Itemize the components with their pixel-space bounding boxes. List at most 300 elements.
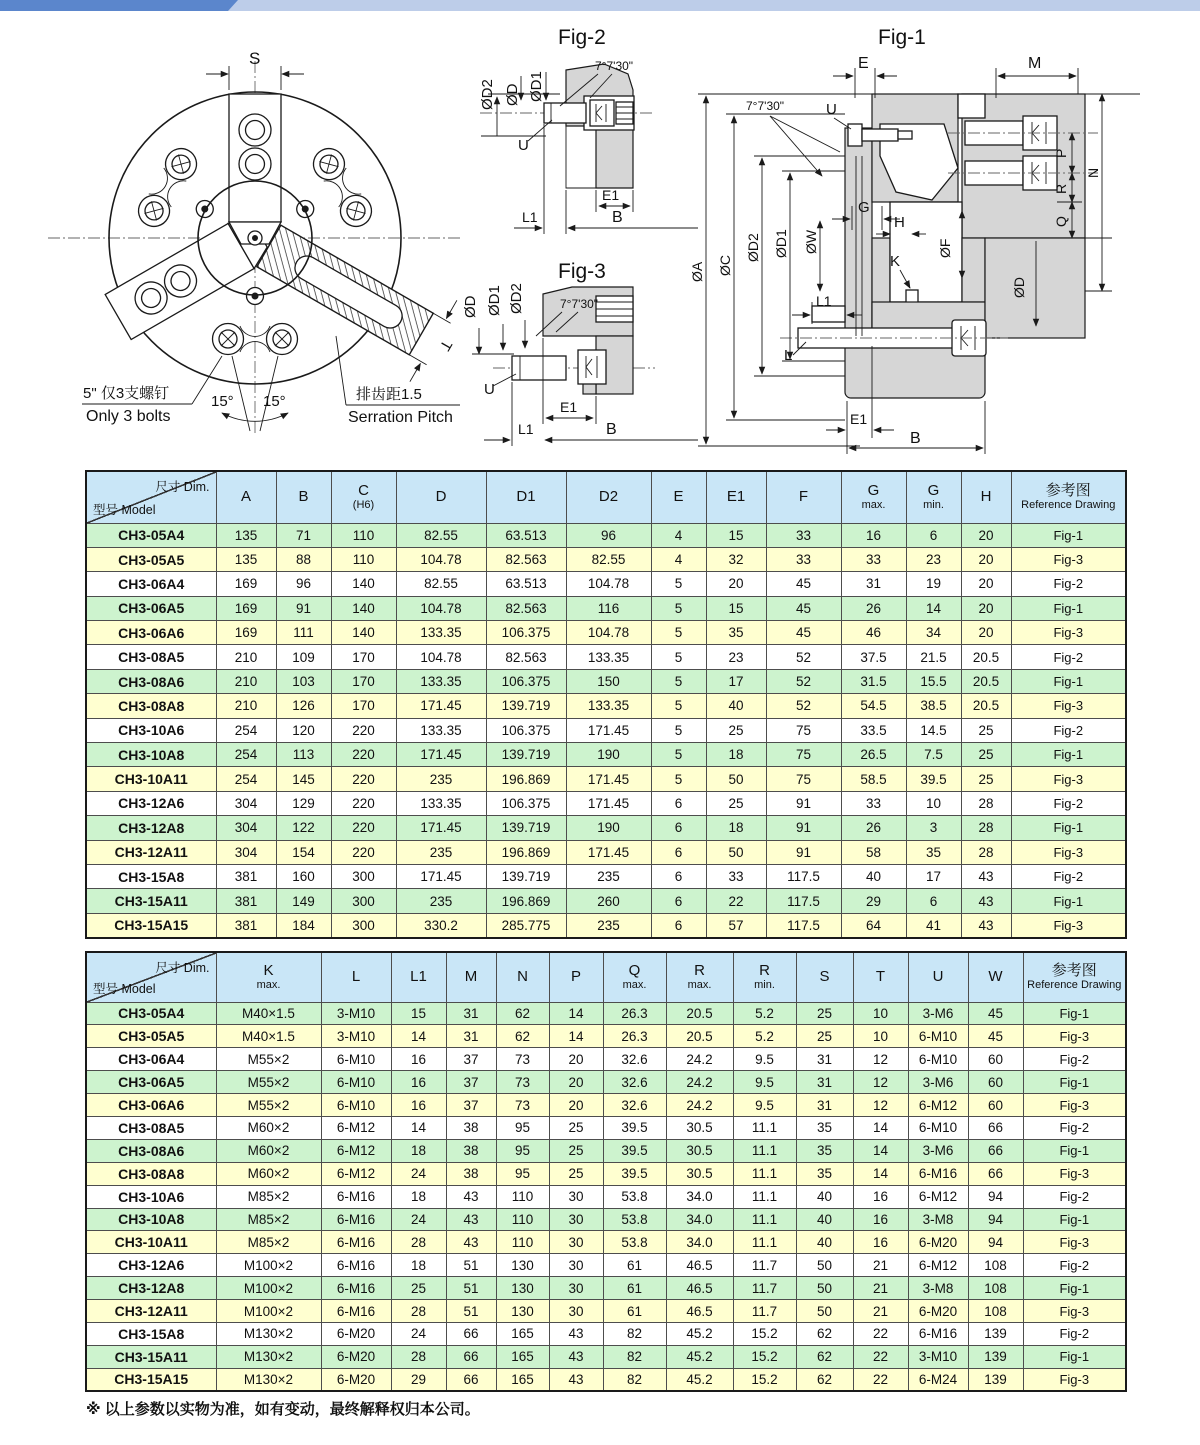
model-cell: CH3-10A6 [86, 718, 216, 742]
value-cell: 31 [841, 572, 906, 596]
value-cell: 96 [276, 572, 331, 596]
value-cell: 28 [961, 840, 1011, 864]
value-cell: 39.5 [603, 1162, 666, 1185]
value-cell: 6 [651, 913, 706, 937]
value-cell: 3-M10 [321, 1025, 391, 1048]
value-cell: 35 [796, 1139, 853, 1162]
value-cell: 6-M16 [321, 1231, 391, 1254]
value-cell: 126 [276, 694, 331, 718]
value-cell: 38 [446, 1116, 496, 1139]
value-cell: 140 [331, 596, 396, 620]
fig2-label-b: B [612, 209, 623, 226]
value-cell: 10 [906, 791, 961, 815]
value-cell: 6-M10 [908, 1048, 968, 1071]
fig2-label-d1: ØD1 [528, 71, 545, 102]
model-cell: CH3-06A5 [86, 1071, 216, 1094]
value-cell: 52 [766, 645, 841, 669]
value-cell: 6-M10 [321, 1071, 391, 1094]
column-header: B [276, 471, 331, 523]
fig2-label-angle: 7°7'30" [595, 59, 634, 73]
value-cell: 40 [796, 1231, 853, 1254]
value-cell: 20 [961, 596, 1011, 620]
value-cell: 46.5 [666, 1277, 733, 1300]
value-cell: 32.6 [603, 1071, 666, 1094]
value-cell: 94 [968, 1231, 1023, 1254]
value-cell: 43 [549, 1322, 603, 1345]
value-cell: 64 [841, 913, 906, 937]
value-cell: 58 [841, 840, 906, 864]
value-cell: 5 [651, 645, 706, 669]
value-cell: 17 [706, 669, 766, 693]
column-header: R min. [733, 952, 796, 1002]
model-cell: CH3-12A6 [86, 1254, 216, 1277]
fig2-label-d: ØD [504, 83, 521, 106]
value-cell: 14.5 [906, 718, 961, 742]
value-cell: 30 [549, 1254, 603, 1277]
table-corner-header [86, 952, 216, 1002]
value-cell: 9.5 [733, 1048, 796, 1071]
figure-ref-cell: Fig-2 [1011, 718, 1126, 742]
value-cell: 235 [396, 889, 486, 913]
model-cell: CH3-05A5 [86, 1025, 216, 1048]
value-cell: 110 [331, 547, 396, 571]
table-row [86, 1002, 1126, 1025]
figure-ref-cell: Fig-3 [1011, 913, 1126, 937]
value-cell: 139.719 [486, 694, 566, 718]
value-cell: 20 [706, 572, 766, 596]
value-cell: 40 [841, 864, 906, 888]
footnote: ※ 以上参数以实物为准，如有变动，最终解释权归本公司。 [86, 1401, 480, 1418]
value-cell: 171.45 [396, 816, 486, 840]
value-cell: 24.2 [666, 1071, 733, 1094]
value-cell: 11.1 [733, 1116, 796, 1139]
table-row [86, 816, 1126, 840]
value-cell: 16 [853, 1208, 908, 1231]
fig1-label-dw: ØW [803, 229, 819, 254]
value-cell: 32.6 [603, 1094, 666, 1117]
value-cell: 140 [331, 572, 396, 596]
value-cell: 6-M12 [908, 1094, 968, 1117]
value-cell: 20.5 [961, 694, 1011, 718]
value-cell: 95 [496, 1162, 549, 1185]
corner-dim-label: 尺寸 Dim. [155, 480, 210, 494]
value-cell: 9.5 [733, 1094, 796, 1117]
value-cell: 16 [391, 1094, 446, 1117]
value-cell: 220 [331, 743, 396, 767]
value-cell: M40×1.5 [216, 1002, 321, 1025]
value-cell: 22 [853, 1345, 908, 1368]
column-header: E1 [706, 471, 766, 523]
table-row [86, 669, 1126, 693]
figure-ref-cell: Fig-3 [1011, 840, 1126, 864]
column-header: Q max. [603, 952, 666, 1002]
column-header: D2 [566, 471, 651, 523]
value-cell: 35 [706, 621, 766, 645]
value-cell: 20 [549, 1094, 603, 1117]
value-cell: 381 [216, 889, 276, 913]
value-cell: 6 [906, 889, 961, 913]
value-cell: 24 [391, 1322, 446, 1345]
figure-ref-cell: Fig-3 [1011, 694, 1126, 718]
value-cell: 25 [706, 791, 766, 815]
value-cell: 145 [276, 767, 331, 791]
value-cell: 3 [906, 816, 961, 840]
value-cell: 140 [331, 621, 396, 645]
fig1-label-l1: L1 [816, 293, 832, 309]
fig1-label-dd: ØD [1011, 277, 1027, 298]
value-cell: 6 [651, 889, 706, 913]
model-cell: CH3-08A5 [86, 645, 216, 669]
value-cell: 16 [853, 1231, 908, 1254]
value-cell: 11.1 [733, 1185, 796, 1208]
value-cell: 25 [549, 1162, 603, 1185]
value-cell: 133.35 [566, 645, 651, 669]
value-cell: 45.2 [666, 1345, 733, 1368]
value-cell: 171.45 [566, 767, 651, 791]
fig2-label-u: U [518, 137, 529, 154]
value-cell: 95 [496, 1116, 549, 1139]
value-cell: 33 [841, 547, 906, 571]
value-cell: 82 [603, 1345, 666, 1368]
value-cell: 26.3 [603, 1025, 666, 1048]
value-cell: 33 [766, 523, 841, 547]
value-cell: 6-M20 [321, 1368, 391, 1391]
value-cell: 5.2 [733, 1025, 796, 1048]
value-cell: 25 [961, 718, 1011, 742]
figure-ref-cell: Fig-3 [1023, 1025, 1126, 1048]
table-row [86, 718, 1126, 742]
value-cell: 57 [706, 913, 766, 937]
value-cell: 73 [496, 1094, 549, 1117]
value-cell: 171.45 [396, 743, 486, 767]
value-cell: 381 [216, 913, 276, 937]
table-row [86, 1300, 1126, 1323]
value-cell: 6 [906, 523, 961, 547]
value-cell: 20 [961, 523, 1011, 547]
value-cell: 61 [603, 1254, 666, 1277]
fig3-label-d1: ØD1 [486, 285, 503, 316]
value-cell: 33.5 [841, 718, 906, 742]
table-row [86, 1116, 1126, 1139]
value-cell: 10 [853, 1002, 908, 1025]
dimension-table-abcdefgh [85, 470, 1127, 939]
value-cell: 39.5 [603, 1116, 666, 1139]
fig1-label-u: U [826, 101, 837, 118]
value-cell: M85×2 [216, 1208, 321, 1231]
value-cell: 50 [796, 1277, 853, 1300]
model-cell: CH3-05A5 [86, 547, 216, 571]
fig1-label-m: M [1028, 55, 1042, 72]
value-cell: 133.35 [396, 669, 486, 693]
model-cell: CH3-10A11 [86, 1231, 216, 1254]
column-header: K max. [216, 952, 321, 1002]
value-cell: 24 [391, 1208, 446, 1231]
value-cell: 130 [496, 1277, 549, 1300]
value-cell: 6-M12 [908, 1185, 968, 1208]
value-cell: 106.375 [486, 718, 566, 742]
model-cell: CH3-12A6 [86, 791, 216, 815]
value-cell: 53.8 [603, 1208, 666, 1231]
value-cell: 24.2 [666, 1048, 733, 1071]
value-cell: 96 [566, 523, 651, 547]
value-cell: M100×2 [216, 1254, 321, 1277]
value-cell: 38.5 [906, 694, 961, 718]
value-cell: 66 [446, 1345, 496, 1368]
table-row [86, 1208, 1126, 1231]
value-cell: 116 [566, 596, 651, 620]
value-cell: 33 [841, 791, 906, 815]
serrated-jaw [245, 205, 475, 392]
table-row [86, 1345, 1126, 1368]
value-cell: 190 [566, 743, 651, 767]
figure-ref-cell: Fig-2 [1011, 645, 1126, 669]
table-row [86, 1277, 1126, 1300]
fig1-label-dd2: ØD2 [745, 233, 761, 262]
value-cell: 20.5 [961, 669, 1011, 693]
value-cell: 45 [968, 1002, 1023, 1025]
value-cell: 11.1 [733, 1208, 796, 1231]
value-cell: 53.8 [603, 1185, 666, 1208]
fig1-label-k: K [890, 253, 901, 270]
top-jaw [229, 94, 281, 244]
value-cell: 4 [651, 547, 706, 571]
value-cell: 43 [961, 913, 1011, 937]
value-cell: 52 [766, 694, 841, 718]
fig1-label-dd1: ØD1 [773, 229, 789, 258]
value-cell: M100×2 [216, 1300, 321, 1323]
value-cell: 18 [391, 1185, 446, 1208]
value-cell: 34.0 [666, 1231, 733, 1254]
value-cell: 43 [549, 1345, 603, 1368]
model-cell: CH3-05A4 [86, 523, 216, 547]
figure-ref-cell: Fig-2 [1011, 864, 1126, 888]
model-cell: CH3-06A6 [86, 1094, 216, 1117]
column-header: L [321, 952, 391, 1002]
value-cell: 6-M16 [321, 1185, 391, 1208]
value-cell: 50 [796, 1254, 853, 1277]
value-cell: 9.5 [733, 1071, 796, 1094]
value-cell: 6-M20 [321, 1345, 391, 1368]
value-cell: 6-M12 [908, 1254, 968, 1277]
value-cell: 6-M10 [321, 1094, 391, 1117]
fig1-label-r: R [1053, 183, 1069, 194]
value-cell: 139 [968, 1368, 1023, 1391]
dim-label-t: T [435, 336, 456, 354]
column-header: S [796, 952, 853, 1002]
figure-ref-cell: Fig-2 [1023, 1116, 1126, 1139]
value-cell: 18 [391, 1139, 446, 1162]
figure-ref-cell: Fig-1 [1023, 1208, 1126, 1231]
value-cell: 133.35 [566, 694, 651, 718]
table-row [86, 1094, 1126, 1117]
value-cell: 235 [396, 840, 486, 864]
value-cell: 106.375 [486, 621, 566, 645]
value-cell: 61 [603, 1300, 666, 1323]
value-cell: 34.0 [666, 1208, 733, 1231]
model-cell: CH3-10A11 [86, 767, 216, 791]
value-cell: 196.869 [486, 889, 566, 913]
value-cell: 260 [566, 889, 651, 913]
value-cell: 103 [276, 669, 331, 693]
fig1-label-df: ØF [937, 238, 953, 258]
value-cell: 11.1 [733, 1139, 796, 1162]
value-cell: 6-M24 [908, 1368, 968, 1391]
value-cell: 23 [906, 547, 961, 571]
value-cell: 66 [446, 1322, 496, 1345]
value-cell: 184 [276, 913, 331, 937]
value-cell: 110 [496, 1208, 549, 1231]
value-cell: 40 [706, 694, 766, 718]
value-cell: 150 [566, 669, 651, 693]
fig3-drawing [462, 260, 698, 446]
value-cell: 17 [906, 864, 961, 888]
fig2-label-d2: ØD2 [479, 79, 496, 110]
value-cell: 31 [796, 1071, 853, 1094]
table-row [86, 1185, 1126, 1208]
fig1-drawing [689, 26, 1140, 454]
value-cell: 24.2 [666, 1094, 733, 1117]
value-cell: 66 [968, 1162, 1023, 1185]
value-cell: 66 [968, 1116, 1023, 1139]
value-cell: 3-M8 [908, 1277, 968, 1300]
value-cell: 82.55 [396, 523, 486, 547]
figure-ref-cell: Fig-1 [1023, 1002, 1126, 1025]
value-cell: 20 [549, 1071, 603, 1094]
value-cell: 135 [216, 523, 276, 547]
value-cell: 31 [446, 1025, 496, 1048]
value-cell: 95 [496, 1139, 549, 1162]
table-row [86, 523, 1126, 547]
value-cell: 31 [796, 1094, 853, 1117]
fig2-title: Fig-2 [558, 26, 606, 49]
value-cell: 20 [961, 572, 1011, 596]
value-cell: 53.8 [603, 1231, 666, 1254]
value-cell: 12 [853, 1048, 908, 1071]
value-cell: 46.5 [666, 1254, 733, 1277]
value-cell: 300 [331, 889, 396, 913]
value-cell: 45.2 [666, 1322, 733, 1345]
value-cell: 82.55 [396, 572, 486, 596]
value-cell: 43 [961, 864, 1011, 888]
column-header: C (H6) [331, 471, 396, 523]
fig1-label-n: N [1085, 167, 1101, 178]
model-cell: CH3-15A11 [86, 889, 216, 913]
value-cell: 41 [906, 913, 961, 937]
figure-ref-cell: Fig-1 [1011, 523, 1126, 547]
figure-ref-cell: Fig-1 [1011, 889, 1126, 913]
value-cell: 22 [853, 1322, 908, 1345]
model-cell: CH3-06A4 [86, 1048, 216, 1071]
value-cell: 63.513 [486, 572, 566, 596]
column-header: M [446, 952, 496, 1002]
value-cell: 149 [276, 889, 331, 913]
value-cell: 15.2 [733, 1368, 796, 1391]
value-cell: 106.375 [486, 791, 566, 815]
value-cell: 18 [706, 816, 766, 840]
model-cell: CH3-10A8 [86, 1208, 216, 1231]
value-cell: 33 [706, 864, 766, 888]
value-cell: 12 [853, 1071, 908, 1094]
value-cell: 381 [216, 864, 276, 888]
value-cell: 6-M16 [908, 1322, 968, 1345]
value-cell: 82 [603, 1368, 666, 1391]
value-cell: 63.513 [486, 523, 566, 547]
front-view-drawing [48, 49, 475, 436]
table-row [86, 913, 1126, 937]
value-cell: 35 [796, 1162, 853, 1185]
value-cell: 10 [853, 1025, 908, 1048]
value-cell: 37 [446, 1094, 496, 1117]
value-cell: 21 [853, 1300, 908, 1323]
model-cell: CH3-15A15 [86, 913, 216, 937]
value-cell: 46 [841, 621, 906, 645]
value-cell: 18 [706, 743, 766, 767]
value-cell: 25 [961, 743, 1011, 767]
value-cell: 29 [841, 889, 906, 913]
value-cell: 25 [961, 767, 1011, 791]
value-cell: 129 [276, 791, 331, 815]
value-cell: 66 [968, 1139, 1023, 1162]
technical-drawings [0, 6, 1200, 468]
value-cell: 30 [549, 1185, 603, 1208]
corner-model-label: 型号 Model [93, 981, 156, 996]
value-cell: 30 [549, 1231, 603, 1254]
column-header: 参考图 Reference Drawing [1023, 952, 1126, 1002]
figure-ref-cell: Fig-1 [1011, 743, 1126, 767]
model-cell: CH3-12A8 [86, 816, 216, 840]
value-cell: 14 [906, 596, 961, 620]
value-cell: 6-M16 [321, 1300, 391, 1323]
figure-ref-cell: Fig-3 [1023, 1162, 1126, 1185]
figure-ref-cell: Fig-3 [1011, 767, 1126, 791]
fig2-drawing [479, 26, 698, 234]
value-cell: 62 [496, 1002, 549, 1025]
fig1-label-h: H [894, 214, 905, 231]
fig3-label-l1: L1 [518, 421, 534, 437]
value-cell: 20.5 [961, 645, 1011, 669]
fig1-label-e1: E1 [850, 411, 868, 427]
value-cell: 14 [853, 1139, 908, 1162]
column-header: G min. [906, 471, 961, 523]
column-header: U [908, 952, 968, 1002]
value-cell: 34.0 [666, 1185, 733, 1208]
value-cell: 139 [968, 1322, 1023, 1345]
fig1-label-p: P [1053, 148, 1069, 158]
model-cell: CH3-08A5 [86, 1116, 216, 1139]
value-cell: 6-M16 [321, 1277, 391, 1300]
model-cell: CH3-15A8 [86, 864, 216, 888]
fig1-label-da: ØA [689, 261, 705, 282]
table-row [86, 889, 1126, 913]
value-cell: 108 [968, 1254, 1023, 1277]
value-cell: 62 [796, 1345, 853, 1368]
value-cell: M55×2 [216, 1048, 321, 1071]
value-cell: 52 [766, 669, 841, 693]
value-cell: 20.5 [666, 1025, 733, 1048]
value-cell: 6-M12 [321, 1116, 391, 1139]
corner-dim-label: 尺寸 Dim. [155, 961, 210, 975]
dim-label-s: S [249, 49, 261, 68]
value-cell: 30.5 [666, 1162, 733, 1185]
value-cell: 28 [391, 1231, 446, 1254]
figure-ref-cell: Fig-1 [1011, 816, 1126, 840]
value-cell: 170 [331, 669, 396, 693]
value-cell: 26 [841, 596, 906, 620]
value-cell: 300 [331, 864, 396, 888]
value-cell: 14 [549, 1002, 603, 1025]
table-row [86, 547, 1126, 571]
table-row [86, 645, 1126, 669]
